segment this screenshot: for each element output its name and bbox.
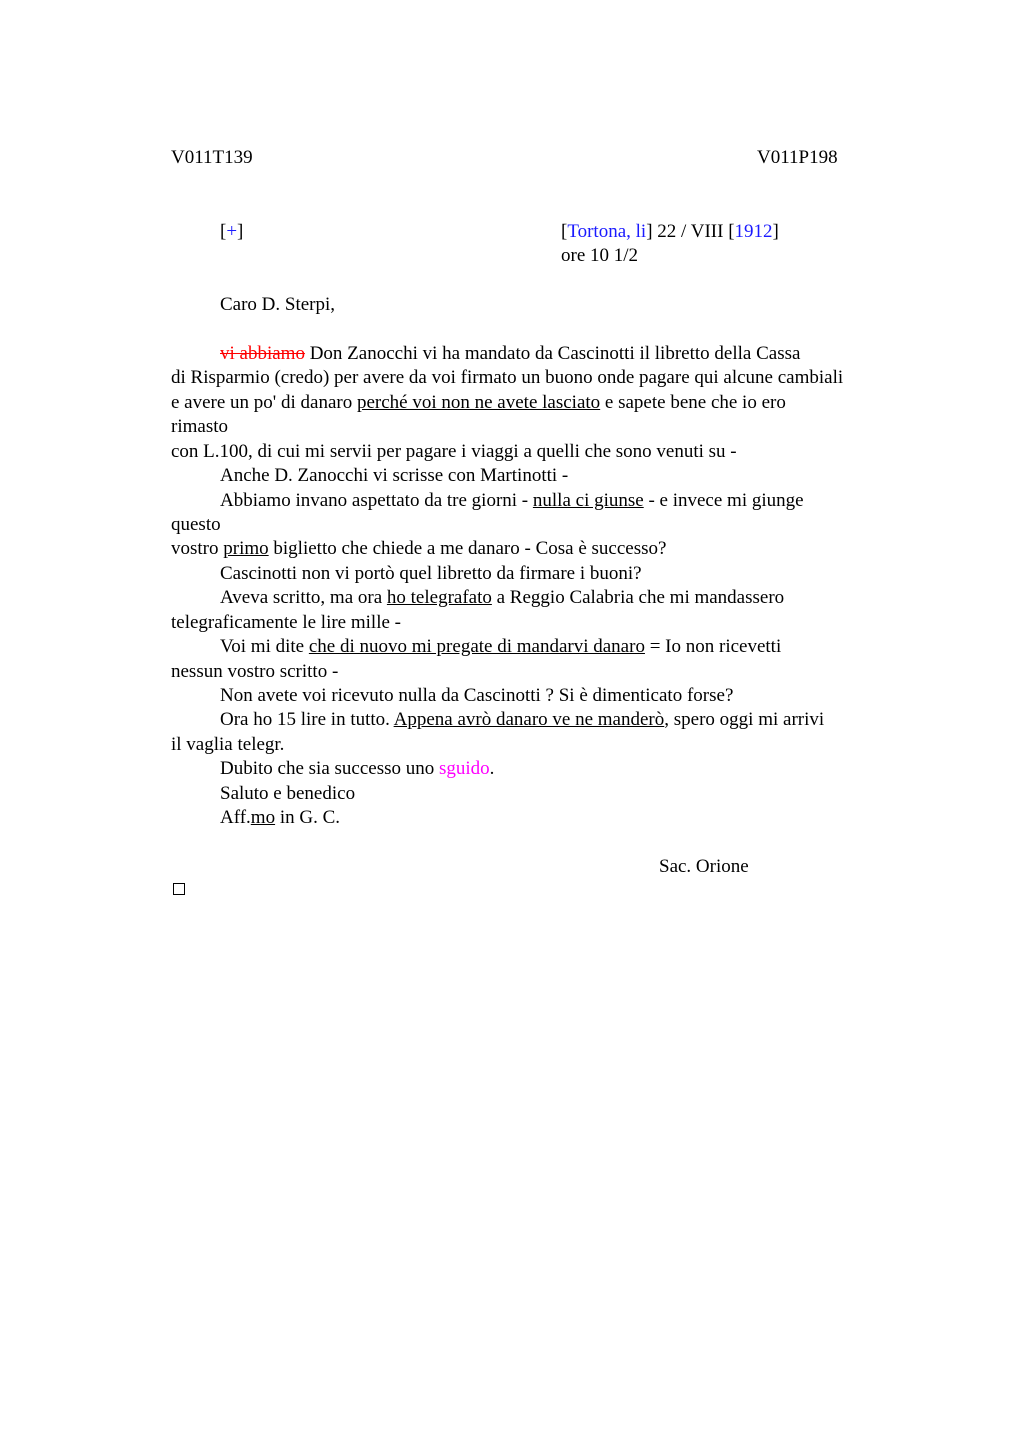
bracket: [: [220, 221, 227, 242]
underlined-text: ho telegrafato: [386, 587, 492, 608]
place-date-line: [561, 220, 779, 244]
body-line: [220, 489, 804, 513]
place: Tortona, li: [567, 221, 647, 242]
text: e avere un po' di danaro: [171, 392, 357, 413]
document-code-left: V011T139: [171, 147, 253, 168]
bracket: ]: [237, 221, 244, 242]
body-line: con L.100, di cui mi servii per pagare i viaggi a quelli che sono venuti su -: [171, 441, 737, 462]
year: 1912: [734, 221, 773, 242]
cross-icon: +: [226, 221, 238, 242]
body-line: Non avete voi ricevuto nulla da Cascinotti ? Si è dimenticato forse?: [220, 685, 734, 706]
document-code-right: V011P198: [757, 147, 838, 168]
salutation: Caro D. Sterpi,: [220, 294, 336, 315]
body-line: rimasto: [171, 416, 228, 437]
bracket: [: [728, 221, 735, 242]
closing-line: [220, 806, 340, 830]
body-line: telegraficamente le lire mille -: [171, 612, 401, 633]
body-line: [171, 537, 666, 561]
date: 22 / VIII: [652, 221, 729, 242]
underlined-text: Appena avrò danaro ve ne manderò: [393, 709, 665, 730]
signature: Sac. Orione: [659, 856, 749, 877]
text: .: [489, 758, 495, 779]
body-line: di Risparmio (credo) per avere da voi firmato un buono onde pagare qui alcune cambiali: [171, 367, 844, 388]
bracket: ]: [772, 221, 779, 242]
text: biglietto che chiede a me danaro - Cosa è successo?: [268, 538, 667, 559]
body-line: questo: [171, 514, 221, 535]
body-line: Anche D. Zanocchi vi scrisse con Martinotti -: [220, 465, 569, 486]
text: e sapete bene che io ero: [600, 392, 786, 413]
body-line: [220, 586, 784, 610]
bracket: ]: [646, 221, 653, 242]
body-line: il vaglia telegr.: [171, 734, 285, 755]
text: Dubito che sia successo uno: [220, 758, 439, 779]
text: Aveva scritto, ma ora: [220, 587, 387, 608]
underlined-text: perché voi non ne avete lasciato: [356, 392, 601, 413]
text: a Reggio Calabria che mi mandassero: [491, 587, 785, 608]
text: = Io non ricevetti: [644, 636, 782, 657]
bracket: [: [561, 221, 568, 242]
checkbox-icon: [173, 883, 185, 895]
text: Voi mi dite: [220, 636, 309, 657]
underlined-text: che di nuovo mi pregate di mandarvi danaro: [308, 636, 645, 657]
text: Abbiamo invano aspettato da tre giorni -: [220, 490, 533, 511]
text: - e invece mi giunge: [643, 490, 804, 511]
body-line: [220, 635, 781, 659]
underlined-text: nulla ci giunse: [532, 490, 644, 511]
body-line: Cascinotti non vi portò quel libretto da firmare i buoni?: [220, 563, 642, 584]
closing-line: Saluto e benedico: [220, 783, 356, 804]
deleted-text: vi abbiamo: [220, 343, 305, 364]
text: Don Zanocchi vi ha mandato da Cascinotti il libretto della Cassa: [304, 343, 801, 364]
time-line: ore 10 1/2: [561, 245, 639, 266]
body-line: [220, 708, 824, 732]
body-line: [220, 342, 800, 366]
underlined-text: mo: [250, 807, 276, 828]
text: Ora ho 15 lire in tutto.: [220, 709, 394, 730]
body-line: [171, 391, 786, 415]
highlighted-text: sguido: [438, 758, 490, 779]
text: in G. C.: [275, 807, 341, 828]
text: Aff.: [220, 807, 251, 828]
underlined-text: primo: [223, 538, 269, 559]
text: vostro: [171, 538, 224, 559]
text: , spero oggi mi arrivi: [664, 709, 825, 730]
body-line: nessun vostro scritto -: [171, 661, 339, 682]
body-line: [220, 757, 494, 781]
cross-marker: [220, 220, 243, 244]
